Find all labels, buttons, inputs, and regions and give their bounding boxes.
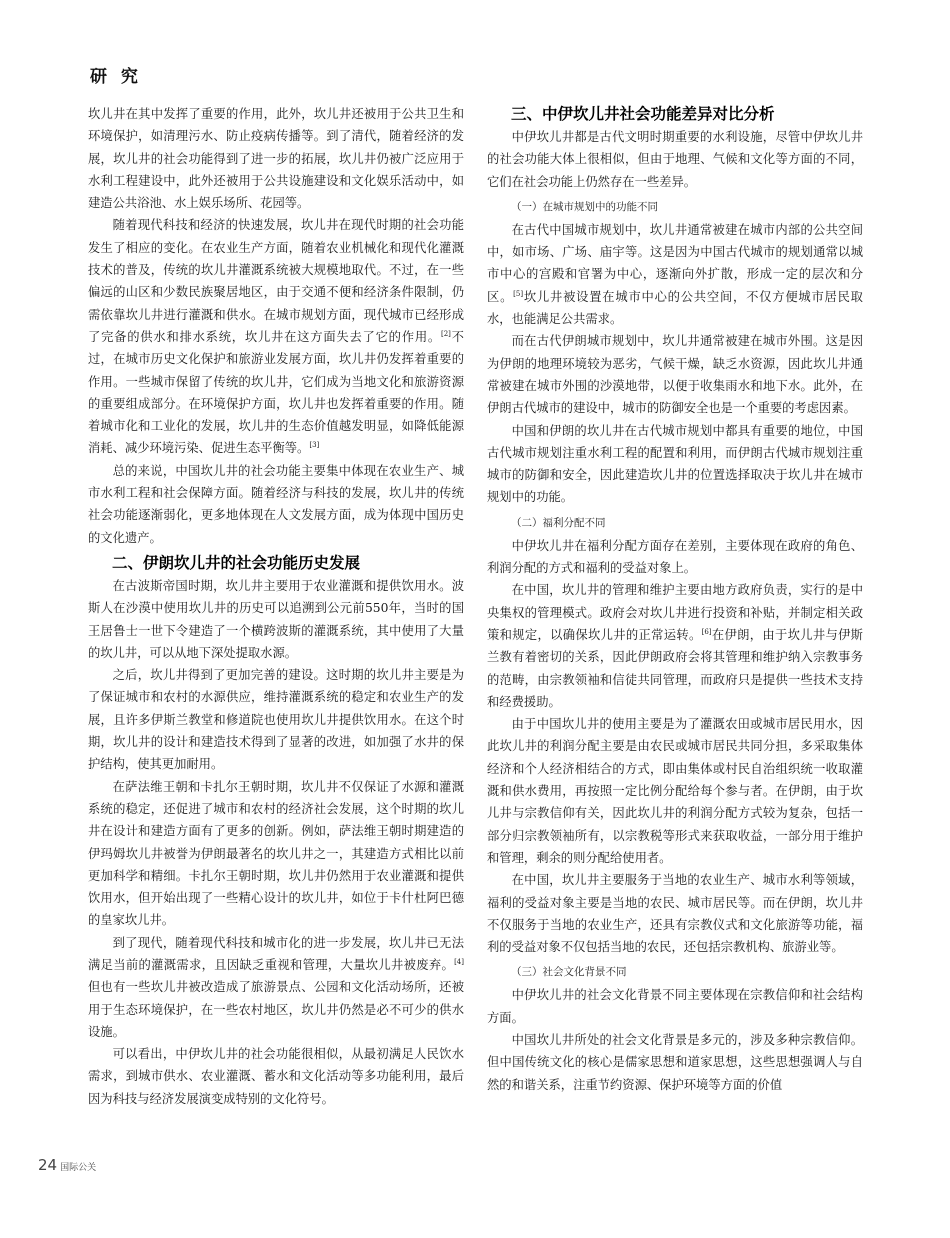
body-paragraph: 到了现代，随着现代科技和城市化的进一步发展，坎儿井已无法满足当前的灌溉需求，且因缺乏重视和管理，大量坎儿井被废弃。[4]但也有一些坎儿井被改造成了旅游景点、公园和文化活动场所，还被用于生态环境保护，在一些农村地区，坎儿井仍然是必不可少的供水设施。 [88,935,464,1039]
body-paragraph: 中伊坎儿井在福利分配方面存在差别，主要体现在政府的角色、利润分配的方式和福利的受益对象上。 [487,538,863,576]
body-paragraph: 在中国，坎儿井主要服务于当地的农业生产、城市水利等领域，福利的受益对象主要是当地的农民、城市居民等。而在伊朗，坎儿井不仅服务于当地的农业生产，还具有宗教仪式和文化旅游等功能，福利的受益对象不仅包括当地的农民，还包括宗教机构、旅游业等。 [487,873,863,955]
body-paragraph: 在中国，坎儿井的管理和维护主要由地方政府负责，实行的是中央集权的管理模式。政府会对坎儿井进行投资和补贴，并制定相关政策和规定，以确保坎儿井的正常运转。[6]在伊朗，由于坎儿井与伊斯兰教有着密切的关系，因此伊朗政府会将其管理和维护纳入宗教事务的范畴，由宗教领袖和信徒共同管理，而政府只是提供一些技术支持和经费援助。 [487,583,863,709]
subsection-heading: （三）社会文化背景不同 [511,966,627,979]
right-column [487,103,863,1096]
section-heading: 三、中伊坎儿井社会功能差异对比分析 [511,105,775,123]
citation-ref: [2] [440,329,451,338]
subsection-heading: （一）在城市规划中的功能不同 [511,200,658,213]
left-column [88,103,464,1110]
page-footer [38,1155,96,1174]
citation-ref: [5] [513,289,524,298]
body-paragraph: 由于中国坎儿井的使用主要是为了灌溉农田或城市居民用水，因此坎儿井的利润分配主要是由农民或城市居民共同分担，多采取集体经济和个人经济相结合的方式，即由集体或村民自治组织统一收取灌溉和供水费用，再按照一定比例分配给每个参与者。在伊朗，由于坎儿井与宗教信仰有关，因此坎儿井的利润分配方式较为复杂，包括一部分归宗教领袖所有，以宗教税等形式来获取收益，一部分用于维护和管理，剩余的则分配给使用者。 [487,717,863,865]
body-paragraph: 在古代中国城市规划中，坎儿井通常被建在城市内部的公共空间中，如市场、广场、庙宇等。这是因为中国古代城市的规划通常以城市中心的宫殿和官署为中心，逐渐向外扩散，形成一定的层次和分区。[5]坎儿井被设置在城市中心的公共空间，不仅方便城市居民取水，也能满足公共需求。 [487,222,863,327]
body-paragraph: 中国坎儿井所处的社会文化背景是多元的，涉及多种宗教信仰。但中国传统文化的核心是儒家思想和道家思想，这些思想强调人与自然的和谐关系，注重节约资源、保护环境等方面的价值 [487,1032,863,1092]
running-head: 研 究 [90,67,142,87]
page-number: 24 [38,1156,58,1174]
section-heading: 二、伊朗坎儿井的社会功能历史发展 [112,553,361,572]
body-paragraph: 在古波斯帝国时期，坎儿井主要用于农业灌溉和提供饮用水。波斯人在沙漠中使用坎儿井的历史可以追溯到公元前550年，当时的国王居鲁士一世下令建造了一个横跨波斯的灌溉系统，其中使用了大量的坎儿井，可以从地下深处提取水源。 [88,578,464,660]
body-paragraph: 随着现代科技和经济的快速发展，坎儿井在现代时期的社会功能发生了相应的变化。在农业生产方面，随着农业机械化和现代化灌溉技术的普及，传统的坎儿井灌溉系统被大规模地取代。不过，在一些偏远的山区和少数民族聚居地区，由于交通不便和经济条件限制，仍需依靠坎儿井进行灌溉和供水。在城市规划方面，现代城市已经形成了完备的供水和排水系统，坎儿井在这方面失去了它的作用。[2]不过，在城市历史文化保护和旅游业发展方面，坎儿井仍发挥着重要的作用。一些城市保留了传统的坎儿井，它们成为当地文化和旅游资源的重要组成部分。在环境保护方面，坎儿井也发挥着重要的作用。随着城市化和工业化的发展，坎儿井的生态价值越发明显，如降低能源消耗、减少环境污染、促进生态平衡等。[3] [88,218,464,456]
citation-ref: [4] [454,957,464,966]
body-paragraph: 之后，坎儿井得到了更加完善的建设。这时期的坎儿井主要是为了保证城市和农村的水源供应，维持灌溉系统的稳定和农业生产的发展，且许多伊斯兰教堂和修道院也使用坎儿井提供饮用水。在这个时期，坎儿井的设计和建造技术得到了显著的改进，如加强了水井的保护结构，使其更加耐用。 [88,668,464,772]
body-paragraph: 可以看出，中伊坎儿井的社会功能很相似，从最初满足人民饮水需求，到城市供水、农业灌溉、蓄水和文化活动等多功能利用，最后因为科技与经济发展演变成特别的文化符号。 [88,1047,464,1106]
body-paragraph: 而在古代伊朗城市规划中，坎儿井通常被建在城市外围。这是因为伊朗的地理环境较为恶劣，气候干燥，缺乏水资源，因此坎儿井通常被建在城市外围的沙漠地带，以便于收集雨水和地下水。此外，在伊朗古代城市的建设中，城市的防御安全也是一个重要的考虑因素。 [487,334,863,416]
body-paragraph: 中国和伊朗的坎儿井在古代城市规划中都具有重要的地位，中国古代城市规划注重水利工程的配置和利用，而伊朗古代城市规划注重城市的防御和安全，因此建造坎儿井的位置选择取决于坎儿井在城市规划中的功能。 [487,423,863,505]
body-paragraph: 中伊坎儿井的社会文化背景不同主要体现在宗教信仰和社会结构方面。 [487,988,863,1025]
journal-name: 国际公关 [60,1163,97,1173]
subsection-heading: （二）福利分配不同 [511,516,606,529]
body-paragraph: 在萨法维王朝和卡扎尔王朝时期，坎儿井不仅保证了水源和灌溉系统的稳定，还促进了城市和农村的经济社会发展，这个时期的坎儿井在设计和建造方面有了更多的创新。例如，萨法维王朝时期建造的伊玛姆坎儿井被誉为伊朗最著名的坎儿井之一，其建造方式相比以前更加科学和精细。卡扎尔王朝时期，坎儿井仍然用于农业灌溉和提供饮用水，但开始出现了一些精心设计的坎儿井，如位于卡什杜阿巴德的皇家坎儿井。 [88,779,464,928]
body-paragraph: 坎儿井在其中发挥了重要的作用，此外，坎儿井还被用于公共卫生和环境保护，如清理污水、防止疫病传播等。到了清代，随着经济的发展，坎儿井的社会功能得到了进一步的拓展，坎儿井仍被广泛应用于水利工程建设中，此外还被用于公共设施建设和文化娱乐活动中，如建造公共浴池、水上娱乐场所、花园等。 [88,107,464,211]
citation-ref: [3] [309,441,320,450]
body-paragraph: 总的来说，中国坎儿井的社会功能主要集中体现在农业生产、城市水利工程和社会保障方面。随着经济与科技的发展，坎儿井的传统社会功能逐渐弱化，更多地体现在人文发展方面，成为体现中国历史的文化遗产。 [88,463,464,545]
body-paragraph: 中伊坎儿井都是古代文明时期重要的水利设施，尽管中伊坎儿井的社会功能大体上很相似，但由于地理、气候和文化等方面的不同，它们在社会功能上仍然存在一些差异。 [487,130,863,189]
citation-ref: [6] [701,627,712,636]
